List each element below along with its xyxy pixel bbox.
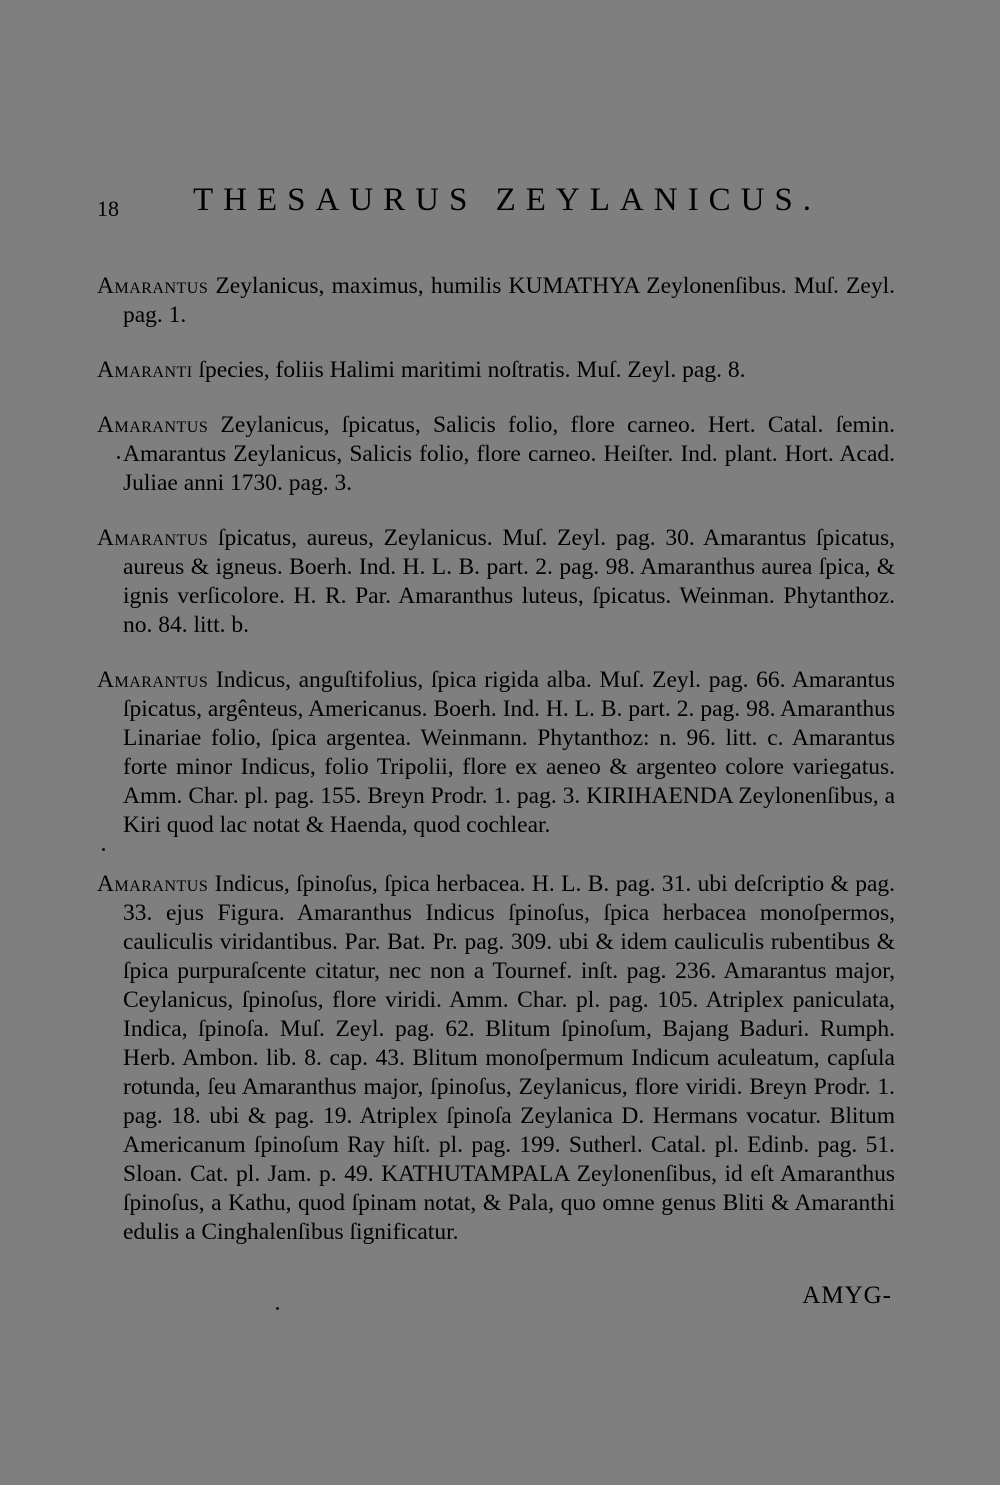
entry-headword: Amarantus [97,524,209,551]
entries-list [97,248,895,1273]
entry-2 [97,356,895,385]
page-number: 18 [97,196,119,221]
ink-speck [102,848,105,851]
entry-5 [97,666,895,840]
entry-headword: Amarantus [97,272,209,299]
entry-6 [97,870,895,1247]
entry-text: ſpicatus, aureus, Zeylanicus. Muſ. Zeyl. pag. 30. Amarantus ſpicatus, aureus & igneus. Boerh. Ind. H. L. B. part. 2. pag. 98. Amaranthus aurea ſpica, & ignis verſicolore. H. R. Par. Amaranthus luteus, ſpicatus. Weinman. Phytanthoz. no. 84. litt. b. [123,524,895,638]
running-title: THESAURUS ZEYLANICUS. [193,182,822,218]
entry-headword: Amaranti [97,356,193,383]
entry-text: Indicus, ſpinoſus, ſpica herbacea. H. L. B. pag. 31. ubi deſcriptio & pag. 33. ejus Figura. Amaranthus Indicus ſpinoſus, ſpica herbacea monoſpermos, cauliculis viridantibus. Par. Bat. Pr. pag. 309. ubi & idem cauliculis rubentibus & ſpica purpuraſcente citatur, nec non a Tournef. inſt. pag. 236. Amarantus major, Ceylanicus, ſpinoſus, flore viridi. Amm. Char. pl. pag. 105. Atriplex paniculata, Indica, ſpinoſa. Muſ. Zeyl. pag. 62. Blitum ſpinoſum, Bajang Baduri. Rumph. Herb. Ambon. lib. 8. cap. 43. Blitum monoſpermum Indicum aculeatum, capſula rotunda, ſeu Amaranthus major, ſpinoſus, Zeylanicus, flore viridi. Breyn Prodr. 1. pag. 18. ubi & pag. 19. Atriplex ſpinoſa Zeylanica D. Hermans vocatur. Blitum Americanum ſpinoſum Ray hiſt. pl. pag. 199. Sutherl. Catal. pl. Edinb. pag. 51. Sloan. Cat. pl. Jam. p. 49. KATHUTAMPALA Zeylonenſibus, id eſt Amaranthus ſpinoſus, a Kathu, quod ſpinam notat, & Pala, quo omne genus Bliti & Amaranthi edulis a Cinghalenſibus ſignificatur. [123,870,895,1245]
page-header [97,182,897,228]
catchword: AMYG- [802,1282,892,1309]
entry-text: Zeylanicus, maximus, humilis KUMATHYA Zeylonenſibus. Muſ. Zeyl. pag. 1. [123,272,895,328]
entry-text: Indicus, anguſtifolius, ſpica rigida alba. Muſ. Zeyl. pag. 66. Amarantus ſpicatus, argênteus, Americanus. Boerh. Ind. H. L. B. part. 2. pag. 98. Amaranthus Linariae folio, ſpica argentea. Weinmann. Phytanthoz: n. 96. litt. c. Amarantus forte minor Indicus, folio Tripolii, flore ex aeneo & argenteo colore variegatus. Amm. Char. pl. pag. 155. Breyn Prodr. 1. pag. 3. KIRIHAENDA Zeylonenſibus, a Kiri quod lac notat & Haenda, quod cochlear. [123,666,895,838]
entry-headword: Amarantus [97,666,209,693]
ink-speck [117,456,120,459]
entry-4 [97,524,895,640]
entry-headword: Amarantus [97,411,209,438]
entry-3 [97,411,895,498]
entry-headword: Amarantus [97,870,209,897]
ink-speck [276,1307,279,1310]
entry-text: Zeylanicus, ſpicatus, Salicis folio, flore carneo. Hert. Catal. ſemin. Amarantus Zeylanicus, Salicis folio, flore carneo. Heiſter. Ind. plant. Hort. Acad. Juliae anni 1730. pag. 3. [123,411,895,496]
entry-1 [97,272,895,330]
entry-text: ſpecies, foliis Halimi maritimi noſtratis. Muſ. Zeyl. pag. 8. [192,356,746,383]
